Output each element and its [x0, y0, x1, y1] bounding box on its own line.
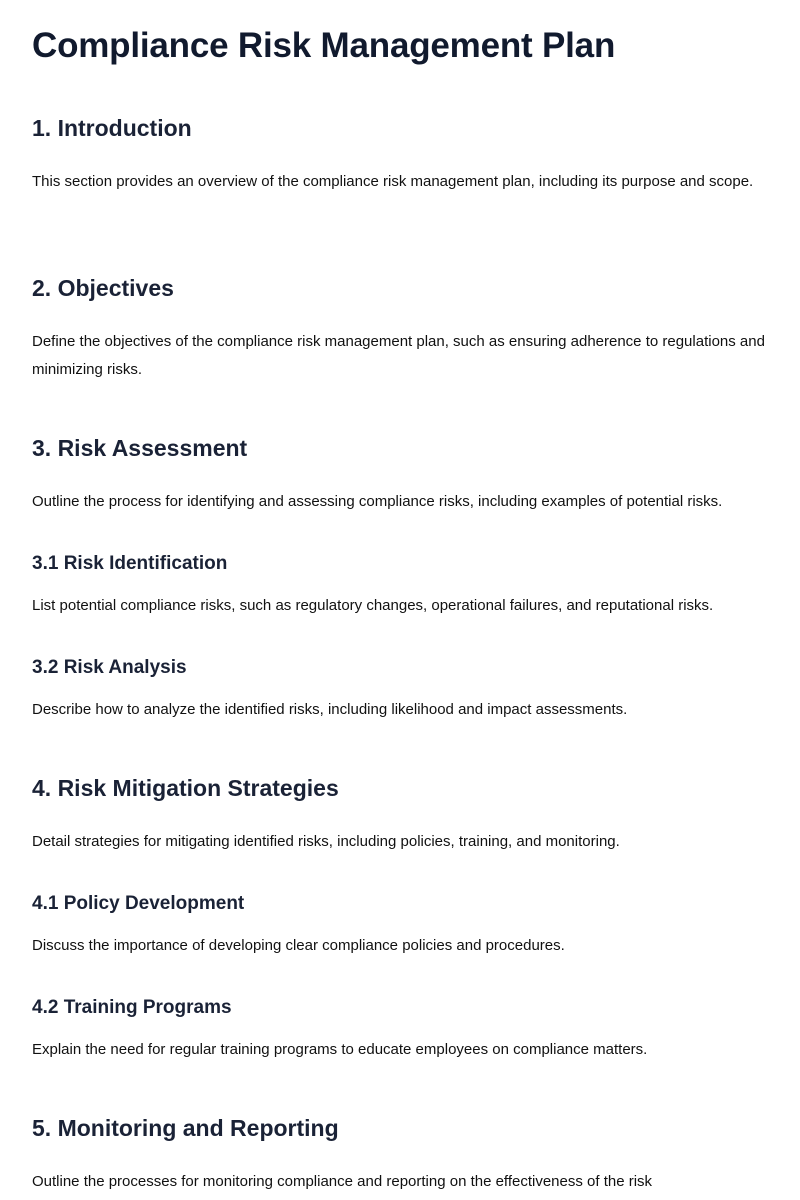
- section-introduction: [32, 113, 768, 143]
- subsection-text: Explain the need for regular training programs to educate employees on compliance matters.: [32, 1041, 648, 1058]
- subsection-risk-identification: [32, 552, 768, 576]
- section-risk-assessment-text-block: [32, 488, 768, 516]
- section-introduction-text-block: [32, 168, 768, 196]
- subsection-training-programs: [32, 996, 768, 1020]
- section-text: Define the objectives of the compliance risk management plan, such as ensuring adherence to regulations and minimizing risks.: [32, 333, 765, 378]
- subsection-text: List potential compliance risks, such as regulatory changes, operational failures, and reputational risks.: [32, 597, 714, 614]
- section-objectives-text-block: [32, 328, 768, 384]
- section-monitoring-reporting: [32, 1113, 768, 1143]
- section-risk-mitigation-text-block: [32, 828, 768, 856]
- subsection-heading: 3.1 Risk Identification: [32, 553, 228, 574]
- subsection-policy-development: [32, 892, 768, 916]
- subsection-heading: 4.2 Training Programs: [32, 997, 232, 1018]
- subsection-heading: 3.2 Risk Analysis: [32, 657, 187, 678]
- document-title: Compliance Risk Management Plan: [32, 26, 616, 65]
- section-monitoring-reporting-text-block: [32, 1168, 768, 1196]
- section-risk-assessment: [32, 433, 768, 463]
- subsection-risk-analysis: [32, 656, 768, 680]
- section-text: This section provides an overview of the compliance risk management plan, including its purpose and scope.: [32, 173, 754, 190]
- section-text: Detail strategies for mitigating identified risks, including policies, training, and monitoring.: [32, 833, 620, 850]
- subsection-policy-development-text-block: [32, 932, 768, 960]
- subsection-risk-analysis-text-block: [32, 696, 768, 724]
- section-heading: 2. Objectives: [32, 275, 174, 301]
- section-risk-mitigation: [32, 773, 768, 803]
- section-heading: 4. Risk Mitigation Strategies: [32, 775, 339, 801]
- subsection-training-programs-text-block: [32, 1036, 768, 1064]
- subsection-heading: 4.1 Policy Development: [32, 893, 245, 914]
- section-objectives: [32, 273, 768, 303]
- subsection-text: Describe how to analyze the identified risks, including likelihood and impact assessments.: [32, 701, 628, 718]
- section-heading: 3. Risk Assessment: [32, 435, 248, 461]
- subsection-risk-identification-text-block: [32, 592, 768, 620]
- section-text: Outline the processes for monitoring compliance and reporting on the effectiveness of the risk: [32, 1173, 653, 1190]
- section-text: Outline the process for identifying and assessing compliance risks, including examples of potential risks.: [32, 493, 723, 510]
- section-heading: 1. Introduction: [32, 115, 192, 141]
- section-heading: 5. Monitoring and Reporting: [32, 1115, 339, 1141]
- subsection-text: Discuss the importance of developing clear compliance policies and procedures.: [32, 937, 565, 954]
